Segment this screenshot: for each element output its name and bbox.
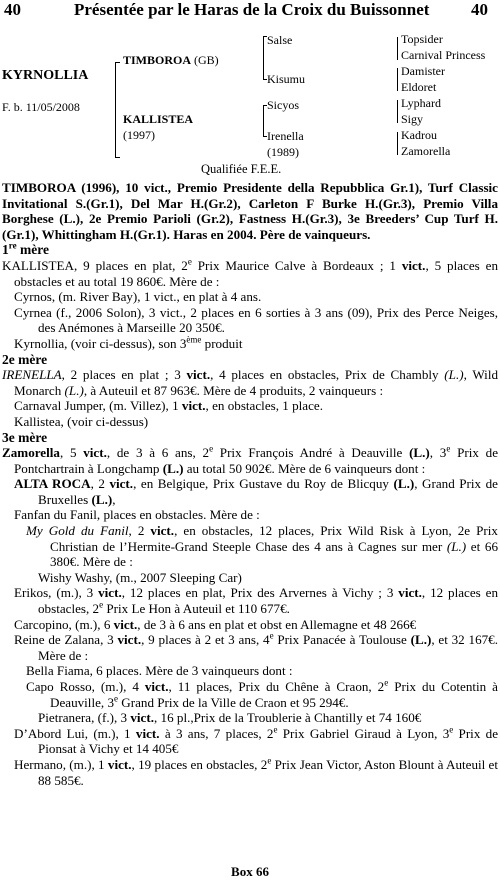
horse-name: KYRNOLLIA bbox=[2, 68, 89, 83]
entry-my-gold: My Gold du Fanil, 2 vict., en obstacles, 12 places, Prix Wild Risk à Lyon, 2e Prix Christian de l’Hermite-Grand Steeple Chase des 4 ans à Cagnes sur mer (L.) et 66 380€. Mère de : bbox=[26, 523, 499, 570]
page-number-right: 40 bbox=[471, 0, 488, 19]
entry-dabord-lui: D’Abord Lui, (m.), 1 vict. à 3 ans, 7 places, 2e Prix Gabriel Giraud à Lyon, 3e Prix de Pionsat à Vichy et 14 405€ bbox=[14, 724, 499, 757]
entry-carcopino: Carcopino, (m.), 6 vict., de 3 à 6 ans en plat et obst en Allemagne et 48 266€ bbox=[14, 616, 417, 632]
dam-year: (1997) bbox=[123, 128, 155, 142]
great-grandparent-3: Damister bbox=[401, 64, 445, 78]
horse-birth: F. b. 11/05/2008 bbox=[2, 100, 80, 114]
grandsire-3: Sicyos bbox=[267, 98, 300, 112]
entry-irenella: IRENELLA, 2 places en plat ; 3 vict., 4 places en obstacles, Prix de Chambly (L.), Wild Monarch (L.), à Auteuil et 87 963€. Mère de 4 produits, 2 vainqueurs : bbox=[2, 367, 498, 398]
entry-capo-rosso: Capo Rosso, (m.), 4 vict., 11 places, Prix du Chêne à Craon, 2e Prix du Cotentin à Deauville, 3e Grand Prix de la Ville de Craon et 95 294€. bbox=[26, 677, 498, 710]
grandsire-4: Irenella bbox=[267, 129, 304, 143]
sire: TIMBOROA (GB) bbox=[123, 53, 219, 67]
great-grandparent-1: Topsider bbox=[401, 32, 443, 46]
entry-wishy-washy: Wishy Washy, (m., 2007 Sleeping Car) bbox=[38, 569, 242, 585]
entry-cyrnos: Cyrnos, (m. River Bay), 1 vict., en plat à 4 ans. bbox=[14, 289, 262, 305]
great-grandparent-8: Zamorella bbox=[401, 144, 451, 158]
entry-kyrnollia: Kyrnollia, (voir ci-dessus), son 3ème produit bbox=[14, 334, 243, 351]
sire-summary: TIMBOROA (1996), 10 vict., Premio Presidente della Repubblica Gr.1), Turf Classic Invitational S.(Gr.1), Del Mar H.(Gr.2), Carleton F Burke H.(Gr.3), Premio Villa Borghese (L.), 2e Premio Parioli (Gr.2), Fastness H.(Gr.3), 3e Breeders’ Cup Turf H.(Gr.1), Whittingham H.(Gr.1). Haras en 2004. Père de vainqueurs. bbox=[2, 180, 498, 242]
great-grandparent-4: Eldoret bbox=[401, 80, 437, 94]
entry-bella-fiama: Bella Fiama, 6 places. Mère de 3 vainqueurs dont : bbox=[26, 663, 293, 679]
pedigree-bracket bbox=[115, 62, 116, 158]
page-title: Présentée par le Haras de la Croix du Buissonnet bbox=[74, 0, 430, 19]
page-number-left: 40 bbox=[4, 0, 21, 19]
entry-erikos: Erikos, (m.), 3 vict., 12 places en plat, Prix des Arvernes à Vichy ; 3 vict., 12 places en obstacles, 2e Prix Le Hon à Auteuil et 110 677€. bbox=[14, 585, 499, 617]
entry-zamorella: Zamorella, 5 vict., de 3 à 6 ans, 2e Prix François André à Deauville (L.), 3e Prix de Pontchartrain à Longchamp (L.) au total 50 902€. Mère de 6 vainqueurs dont : bbox=[2, 443, 499, 476]
entry-reine-de-zalana: Reine de Zalana, 3 vict., 9 places à 2 et 3 ans, 4e Prix Panacée à Toulouse (L.), et 32 167€. Mère de : bbox=[14, 630, 498, 663]
qualification-note: Qualifiée F.E.E. bbox=[201, 162, 282, 176]
grandsire-2: Kisumu bbox=[267, 72, 306, 86]
entry-hermano: Hermano, (m.), 1 vict., 19 places en obstacles, 2e Prix Jean Victor, Aston Blount à Auteuil et 88 585€. bbox=[14, 755, 499, 788]
section-first-dam: 1re mère bbox=[2, 240, 49, 258]
entry-alta-roca: ALTA ROCA, 2 vict., en Belgique, Prix Gustave du Roy de Blicquy (L.), Grand Prix de Bruxelles (L.), bbox=[14, 476, 498, 507]
grandsire-1: Salse bbox=[267, 33, 293, 47]
great-grandparent-6: Sigy bbox=[401, 112, 424, 126]
entry-kallistea: KALLISTEA, 9 places en plat, 2e Prix Maurice Calve à Bordeaux ; 1 vict., 5 places en obstacles et au total 19 860€. Mère de : bbox=[2, 256, 499, 289]
great-grandparent-5: Lyphard bbox=[401, 96, 441, 110]
entry-cyrnea: Cyrnea (f., 2006 Solon), 3 vict., 2 places en 6 sorties à 3 ans (09), Prix des Perce Neiges, des Anémones à Marseille 20 350€. bbox=[14, 304, 498, 336]
box-number: Box 66 bbox=[231, 864, 269, 879]
entry-pietranera: Pietranera, (f.), 3 vict., 16 pl.,Prix de la Troublerie à Chantilly et 74 160€ bbox=[38, 710, 422, 726]
section-third-dam: 3e mère bbox=[2, 429, 48, 445]
section-second-dam: 2e mère bbox=[2, 351, 48, 367]
dam: KALLISTEA bbox=[123, 112, 194, 126]
grandsire-4-year: (1989) bbox=[267, 145, 299, 159]
entry-kallistea-ref: Kallistea, (voir ci-dessus) bbox=[14, 413, 149, 429]
pedigree-notes bbox=[2, 180, 498, 788]
entry-carnaval-jumper: Carnaval Jumper, (m. Villez), 1 vict., en obstacles, 1 place. bbox=[14, 398, 323, 414]
great-grandparent-2: Carnival Princess bbox=[401, 48, 486, 62]
entry-fanfan: Fanfan du Fanil, places en obstacles. Mère de : bbox=[14, 507, 260, 523]
great-grandparent-7: Kadrou bbox=[401, 128, 437, 142]
